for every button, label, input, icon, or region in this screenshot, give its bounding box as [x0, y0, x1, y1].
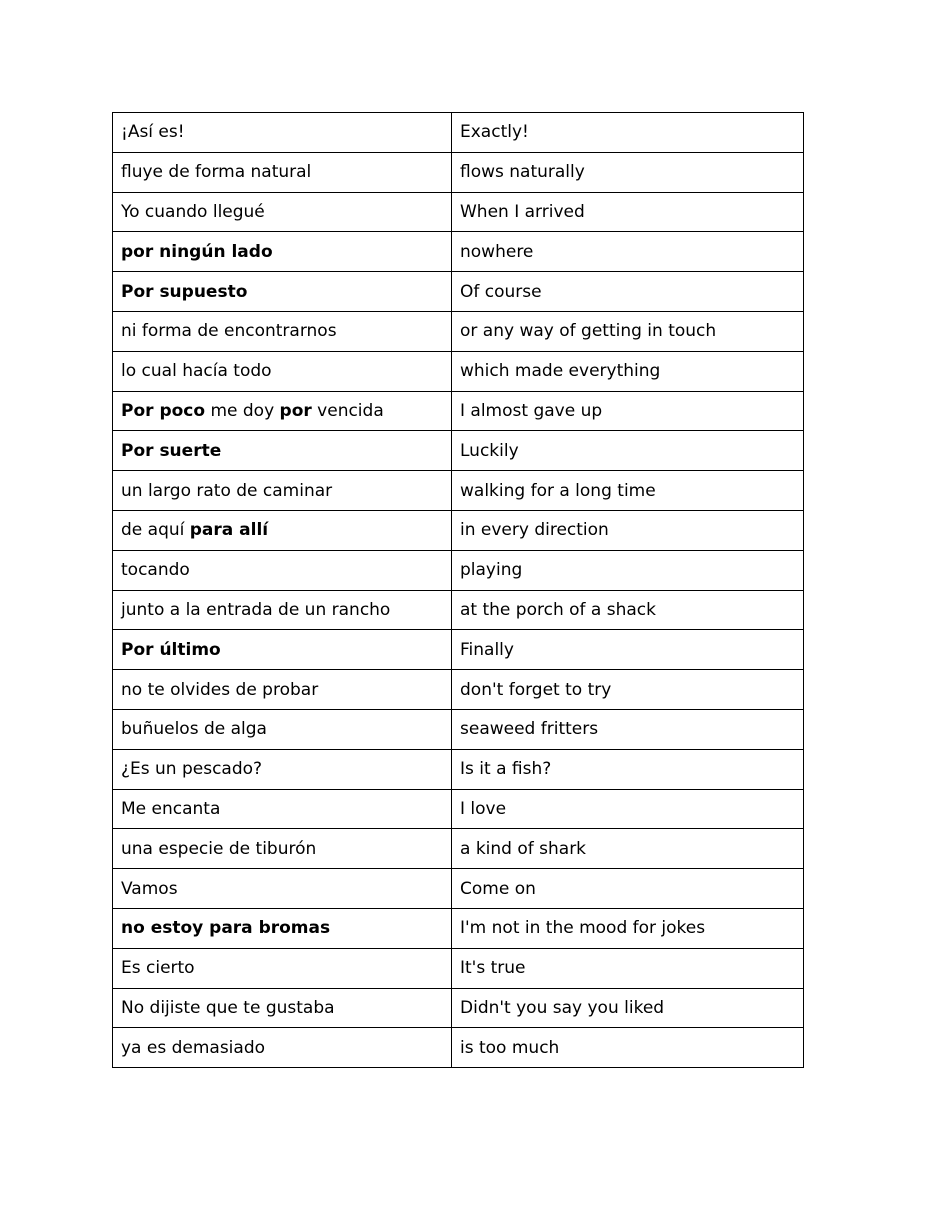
- spanish-phrase-cell: [113, 272, 452, 312]
- table-row: [113, 829, 804, 869]
- phrase-segment: ¿Es un pescado?: [121, 759, 263, 780]
- english-translation-cell: Exactly!: [452, 113, 804, 153]
- spanish-phrase-cell: [113, 948, 452, 988]
- spanish-phrase-cell: [113, 670, 452, 710]
- phrase-segment: No dijiste que te gustaba: [121, 997, 335, 1018]
- english-translation-cell: don't forget to try: [452, 670, 804, 710]
- spanish-phrase-cell: [113, 829, 452, 869]
- table-row: [113, 550, 804, 590]
- table-row: [113, 590, 804, 630]
- phrase-segment: un largo rato de caminar: [121, 480, 333, 501]
- english-translation-cell: at the porch of a shack: [452, 590, 804, 630]
- table-row: [113, 869, 804, 909]
- english-translation-cell: Finally: [452, 630, 804, 670]
- english-translation-cell: Luckily: [452, 431, 804, 471]
- bold-phrase-segment: Por suerte: [121, 440, 222, 461]
- spanish-phrase-cell: [113, 510, 452, 550]
- english-translation-cell: is too much: [452, 1028, 804, 1068]
- english-translation-cell: Come on: [452, 869, 804, 909]
- english-translation-cell: Didn't you say you liked: [452, 988, 804, 1028]
- phrase-segment: buñuelos de alga: [121, 719, 267, 740]
- bold-phrase-segment: para allí: [189, 520, 269, 541]
- table-row: [113, 749, 804, 789]
- table-row: [113, 113, 804, 153]
- table-row: [113, 670, 804, 710]
- table-row: [113, 431, 804, 471]
- phrase-segment: ¡Así es!: [121, 122, 185, 143]
- bold-phrase-segment: por ningún lado: [121, 241, 273, 262]
- phrase-segment: Yo cuando llegué: [121, 201, 265, 222]
- table-row: [113, 709, 804, 749]
- vocabulary-table: [112, 112, 804, 1068]
- spanish-phrase-cell: [113, 1028, 452, 1068]
- english-translation-cell: seaweed fritters: [452, 709, 804, 749]
- spanish-phrase-cell: [113, 709, 452, 749]
- english-translation-cell: Is it a fish?: [452, 749, 804, 789]
- english-translation-cell: nowhere: [452, 232, 804, 272]
- phrase-segment: ni forma de encontrarnos: [121, 321, 337, 342]
- table-row: [113, 152, 804, 192]
- phrase-segment: de aquí: [121, 520, 190, 541]
- spanish-phrase-cell: [113, 311, 452, 351]
- bold-phrase-segment: no estoy para bromas: [121, 918, 331, 939]
- bold-phrase-segment: Por supuesto: [121, 281, 248, 302]
- spanish-phrase-cell: [113, 590, 452, 630]
- table-row: [113, 948, 804, 988]
- phrase-segment: vencida: [311, 400, 384, 421]
- spanish-phrase-cell: [113, 471, 452, 511]
- phrase-segment: tocando: [121, 560, 190, 581]
- english-translation-cell: which made everything: [452, 351, 804, 391]
- table-row: [113, 311, 804, 351]
- table-row: [113, 471, 804, 511]
- spanish-phrase-cell: [113, 988, 452, 1028]
- bold-phrase-segment: Por último: [121, 639, 221, 660]
- english-translation-cell: walking for a long time: [452, 471, 804, 511]
- table-row: [113, 988, 804, 1028]
- phrase-segment: ya es demasiado: [121, 1037, 266, 1058]
- english-translation-cell: playing: [452, 550, 804, 590]
- phrase-segment: fluye de forma natural: [121, 162, 312, 183]
- spanish-phrase-cell: [113, 789, 452, 829]
- table-row: [113, 789, 804, 829]
- table-row: [113, 1028, 804, 1068]
- english-translation-cell: When I arrived: [452, 192, 804, 232]
- table-row: [113, 908, 804, 948]
- spanish-phrase-cell: [113, 351, 452, 391]
- vocabulary-table-body: [113, 113, 804, 1068]
- phrase-segment: una especie de tiburón: [121, 838, 317, 859]
- phrase-segment: junto a la entrada de un rancho: [121, 599, 391, 620]
- english-translation-cell: It's true: [452, 948, 804, 988]
- spanish-phrase-cell: [113, 232, 452, 272]
- spanish-phrase-cell: [113, 431, 452, 471]
- english-translation-cell: Of course: [452, 272, 804, 312]
- english-translation-cell: flows naturally: [452, 152, 804, 192]
- english-translation-cell: I almost gave up: [452, 391, 804, 431]
- phrase-segment: lo cual hacía todo: [121, 361, 272, 382]
- phrase-segment: me doy: [205, 400, 280, 421]
- spanish-phrase-cell: [113, 152, 452, 192]
- spanish-phrase-cell: [113, 869, 452, 909]
- phrase-segment: Vamos: [121, 878, 178, 899]
- table-row: [113, 391, 804, 431]
- table-row: [113, 630, 804, 670]
- english-translation-cell: I love: [452, 789, 804, 829]
- spanish-phrase-cell: [113, 630, 452, 670]
- phrase-segment: Me encanta: [121, 798, 221, 819]
- table-row: [113, 232, 804, 272]
- phrase-segment: Es cierto: [121, 958, 195, 979]
- phrase-segment: no te olvides de probar: [121, 679, 319, 700]
- table-row: [113, 272, 804, 312]
- english-translation-cell: I'm not in the mood for jokes: [452, 908, 804, 948]
- english-translation-cell: in every direction: [452, 510, 804, 550]
- table-row: [113, 351, 804, 391]
- table-row: [113, 510, 804, 550]
- spanish-phrase-cell: [113, 113, 452, 153]
- spanish-phrase-cell: [113, 908, 452, 948]
- spanish-phrase-cell: [113, 749, 452, 789]
- bold-phrase-segment: por: [279, 400, 312, 421]
- spanish-phrase-cell: [113, 192, 452, 232]
- spanish-phrase-cell: [113, 391, 452, 431]
- english-translation-cell: or any way of getting in touch: [452, 311, 804, 351]
- table-row: [113, 192, 804, 232]
- spanish-phrase-cell: [113, 550, 452, 590]
- bold-phrase-segment: Por poco: [121, 400, 206, 421]
- english-translation-cell: a kind of shark: [452, 829, 804, 869]
